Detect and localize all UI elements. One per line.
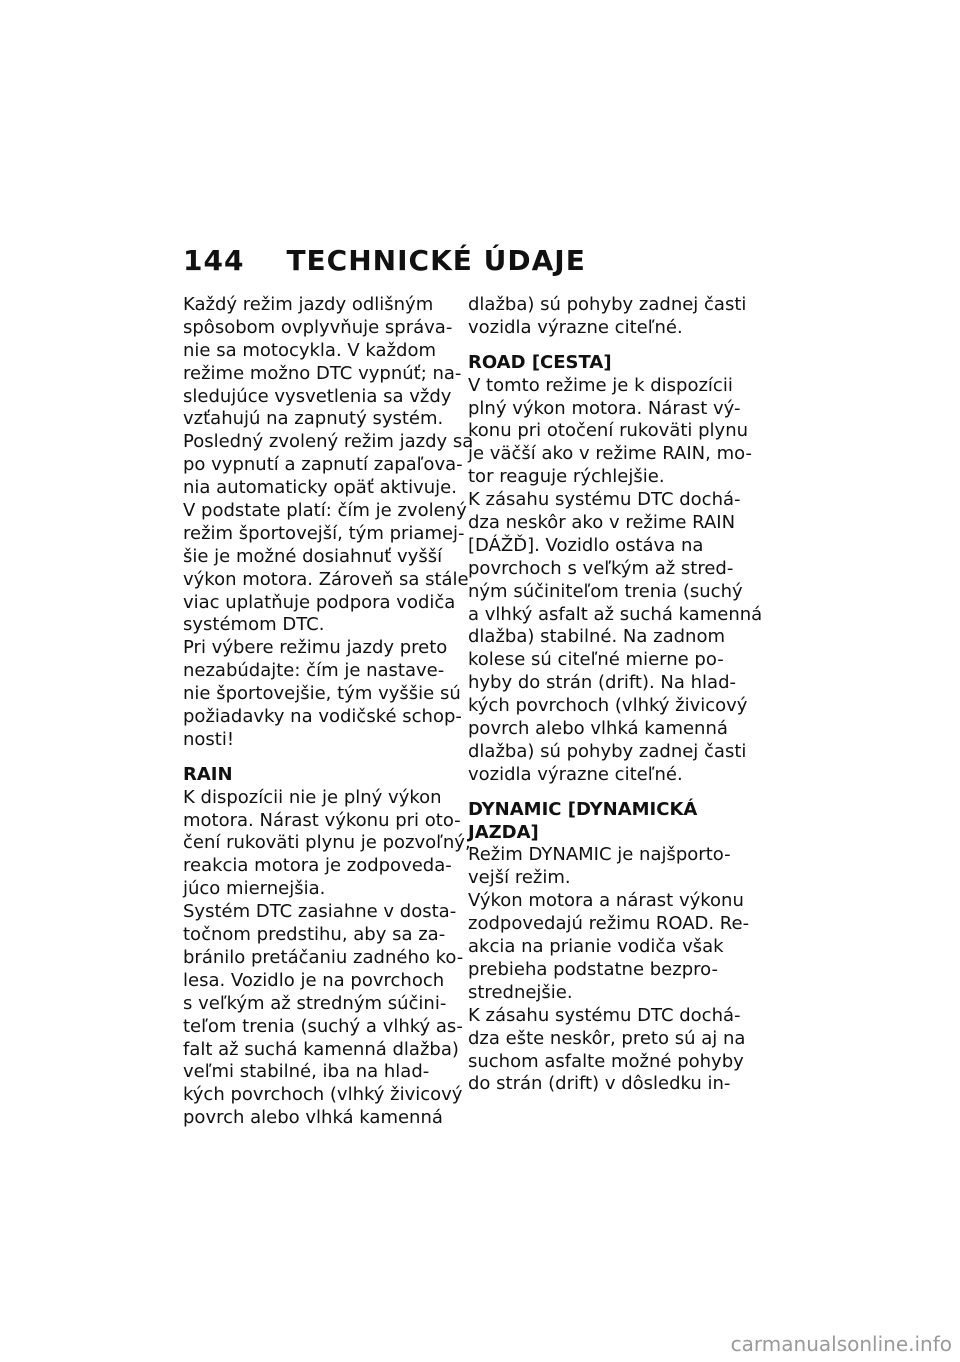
text-line: hyby do strán (drift). Na hlad- bbox=[468, 672, 736, 694]
text-line: po vypnutí a zapnutí zapaľova- bbox=[183, 454, 463, 476]
text-line: K dispozícii nie je plný výkon bbox=[183, 786, 442, 808]
text-line: nie sa motocykla. V každom bbox=[183, 339, 436, 361]
text-line: nezabúdajte: čím je nastave- bbox=[183, 660, 445, 682]
text-line: Každý režim jazdy odlišným bbox=[183, 294, 434, 315]
text-line: kých povrchoch (vlhký živicový bbox=[183, 1084, 463, 1106]
text-line: do strán (drift) v dôsledku in- bbox=[468, 1073, 731, 1095]
text-line: dza ešte neskôr, preto sú aj na bbox=[468, 1027, 746, 1049]
watermark[interactable]: carmanualsonline.info bbox=[730, 1332, 952, 1356]
text-line: spôsobom ovplyvňuje správa- bbox=[183, 316, 453, 338]
section-heading: DYNAMIC [DYNAMICKÁ bbox=[468, 798, 698, 820]
text-line: strednejšie. bbox=[468, 981, 573, 1003]
page-number: 144 bbox=[183, 244, 245, 277]
text-line: výkon motora. Zároveň sa stále bbox=[183, 568, 469, 590]
section-heading: RAIN bbox=[183, 763, 233, 785]
text-line: tor reaguje rýchlejšie. bbox=[468, 466, 665, 488]
text-line: suchom asfalte možné pohyby bbox=[468, 1050, 744, 1072]
text-line: K zásahu systému DTC dochá- bbox=[468, 489, 741, 511]
text-line: kých povrchoch (vlhký živicový bbox=[468, 695, 748, 717]
right-text-column bbox=[468, 294, 763, 1096]
text-line: falt až suchá kamenná dlažba) bbox=[183, 1038, 459, 1060]
text-line: Výkon motora a nárast výkonu bbox=[468, 890, 744, 912]
text-line: veľmi stabilné, iba na hlad- bbox=[183, 1061, 430, 1083]
text-line: konu pri otočení rukoväti plynu bbox=[468, 420, 749, 442]
text-line: prebieha podstatne bezpro- bbox=[468, 958, 718, 980]
text-line: K zásahu systému DTC dochá- bbox=[468, 1004, 741, 1026]
text-line: Režim DYNAMIC je najšporto- bbox=[468, 844, 731, 866]
text-line: šie je možné dosiahnuť vyšší bbox=[183, 545, 443, 567]
left-text-column bbox=[183, 294, 474, 1130]
text-line: čení rukoväti plynu je pozvoľný, bbox=[183, 832, 471, 854]
text-line: akcia na prianie vodiča však bbox=[468, 936, 724, 958]
text-line: júco miernejšia. bbox=[183, 878, 326, 900]
text-line: teľom trenia (suchý a vlhký as- bbox=[183, 1015, 463, 1037]
text-line: sledujúce vysvetlenia sa vždy bbox=[183, 385, 452, 407]
text-line: plný výkon motora. Nárast vý- bbox=[468, 397, 741, 419]
text-line: reakcia motora je zodpoveda- bbox=[183, 855, 452, 877]
text-line: vozidla výrazne citeľné. bbox=[468, 316, 683, 338]
text-line: V podstate platí: čím je zvolený bbox=[183, 500, 467, 522]
text-line: dlažba) stabilné. Na zadnom bbox=[468, 626, 726, 648]
text-line: viac uplatňuje podpora vodiča bbox=[183, 591, 456, 613]
text-line: motora. Nárast výkonu pri oto- bbox=[183, 809, 461, 831]
text-line: zodpovedajú režimu ROAD. Re- bbox=[468, 913, 750, 935]
paragraph-gap bbox=[468, 787, 743, 799]
text-line: [DÁŽĎ]. Vozidlo ostáva na bbox=[468, 534, 704, 556]
section-heading: ROAD [CESTA] bbox=[468, 351, 612, 373]
text-line: točnom predstihu, aby sa za- bbox=[183, 924, 446, 946]
text-line: ným súčiniteľom trenia (suchý bbox=[468, 580, 743, 602]
text-line: vejší režim. bbox=[468, 867, 571, 889]
text-line: vozidla výrazne citeľné. bbox=[468, 763, 683, 785]
text-line: bránilo pretáčaniu zadného ko- bbox=[183, 946, 464, 968]
text-line: Posledný zvolený režim jazdy sa bbox=[183, 431, 474, 453]
text-line: dza neskôr ako v režime RAIN bbox=[468, 512, 736, 534]
paragraph-gap bbox=[183, 752, 458, 764]
text-line: povrch alebo vlhká kamenná bbox=[183, 1107, 443, 1129]
text-line: V tomto režime je k dispozícii bbox=[468, 374, 733, 396]
text-line: vzťahujú na zapnutý systém. bbox=[183, 408, 444, 430]
text-line: dlažba) sú pohyby zadnej časti bbox=[468, 294, 747, 315]
text-line: lesa. Vozidlo je na povrchoch bbox=[183, 969, 445, 991]
text-line: nie športovejšie, tým vyššie sú bbox=[183, 683, 461, 705]
text-line: nosti! bbox=[183, 728, 235, 750]
paragraph-gap bbox=[468, 340, 743, 352]
section-title: TECHNICKÉ ÚDAJE bbox=[286, 244, 586, 277]
text-line: kolese sú citeľné mierne po- bbox=[468, 649, 724, 671]
text-line: režim športovejší, tým priamej- bbox=[183, 522, 465, 544]
text-line: nia automaticky opäť aktivuje. bbox=[183, 477, 457, 499]
text-line: požiadavky na vodičské schop- bbox=[183, 706, 462, 728]
text-line: systémom DTC. bbox=[183, 614, 325, 636]
text-line: Pri výbere režimu jazdy preto bbox=[183, 637, 448, 659]
text-line: povrch alebo vlhká kamenná bbox=[468, 718, 728, 740]
text-line: a vlhký asfalt až suchá kamenná bbox=[468, 603, 763, 625]
page-title bbox=[183, 244, 586, 277]
text-line: povrchoch s veľkým až stred- bbox=[468, 557, 734, 579]
text-line: je väčší ako v režime RAIN, mo- bbox=[468, 443, 752, 465]
text-line: Systém DTC zasiahne v dosta- bbox=[183, 901, 457, 923]
section-heading: JAZDA] bbox=[468, 821, 539, 843]
text-line: s veľkým až stredným súčini- bbox=[183, 992, 447, 1014]
text-line: dlažba) sú pohyby zadnej časti bbox=[468, 740, 747, 762]
text-line: režime možno DTC vypnúť; na- bbox=[183, 362, 462, 384]
